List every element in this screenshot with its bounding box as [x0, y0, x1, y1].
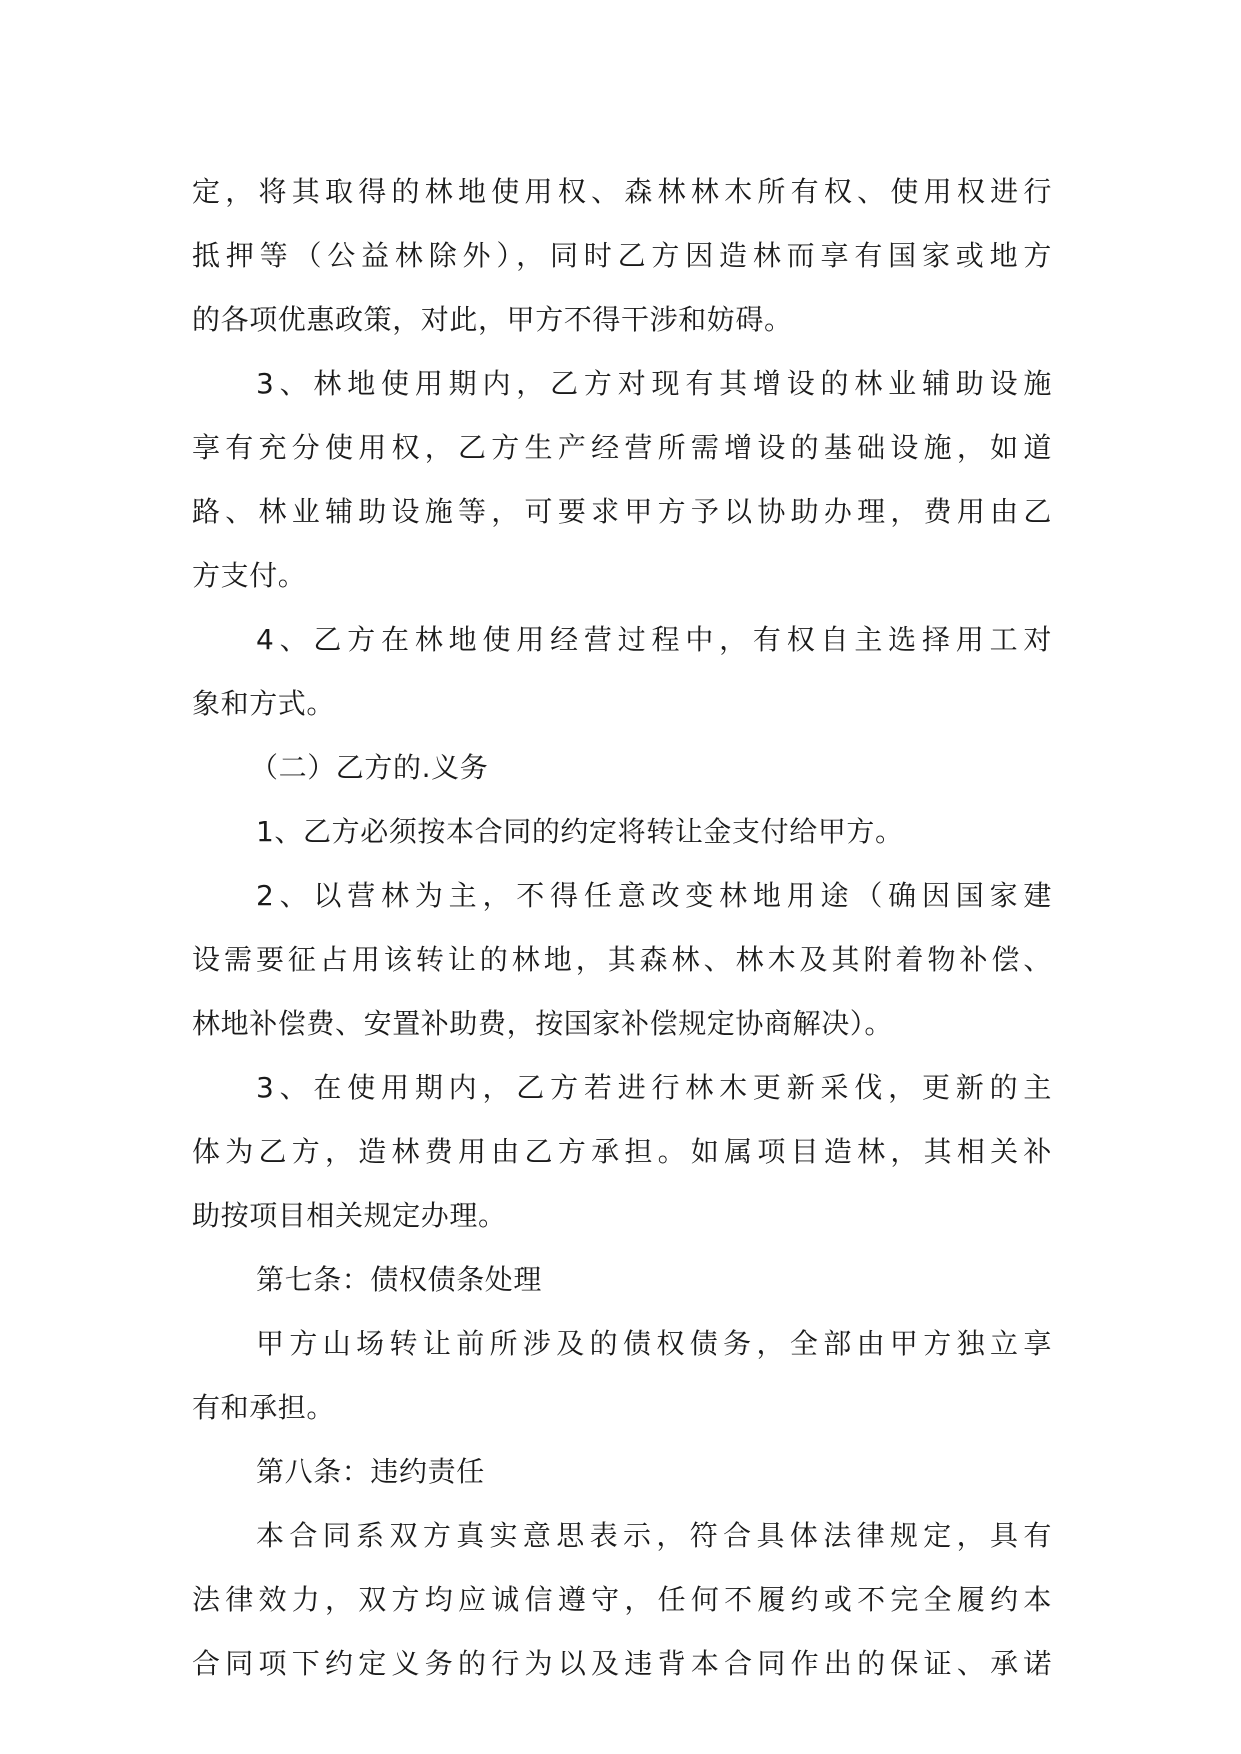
document-body [192, 160, 1052, 1696]
paragraph-line: 法律效力，双方均应诚信遵守，任何不履约或不完全履约本 [192, 1583, 1052, 1616]
section-heading: （二）乙方的.义务 [250, 751, 489, 784]
article-8-heading: 第八条：违约责任 [256, 1455, 485, 1488]
paragraph-line: 林地补偿费、安置补助费，按国家补偿规定协商解决）。 [192, 1007, 894, 1040]
paragraph-line: 甲方山场转让前所涉及的债权债务，全部由甲方独立享 [256, 1327, 1052, 1360]
paragraph-line: 本合同系双方真实意思表示，符合具体法律规定，具有 [256, 1519, 1052, 1552]
paragraph-line: 有和承担。 [192, 1391, 336, 1424]
clause-2-line: 2、以营林为主，不得任意改变林地用途（确因国家建 [256, 879, 1052, 912]
paragraph-line: 助按项目相关规定办理。 [192, 1199, 507, 1232]
clause-4-line: 4、乙方在林地使用经营过程中，有权自主选择用工对 [256, 623, 1052, 656]
paragraph-line: 抵押等（公益林除外），同时乙方因造林而享有国家或地方 [192, 239, 1052, 272]
paragraph-line: 享有充分使用权，乙方生产经营所需增设的基础设施，如道 [192, 431, 1052, 464]
paragraph-line: 象和方式。 [192, 687, 336, 720]
paragraph-line: 设需要征占用该转让的林地，其森林、林木及其附着物补偿、 [192, 943, 1052, 976]
article-7-heading: 第七条：债权债条处理 [256, 1263, 543, 1296]
paragraph-line: 的各项优惠政策，对此，甲方不得干涉和妨碍。 [192, 303, 793, 336]
clause-1-line: 1、乙方必须按本合同的约定将转让金支付给甲方。 [256, 815, 904, 848]
paragraph-line: 路、林业辅助设施等，可要求甲方予以协助办理，费用由乙 [192, 495, 1052, 528]
paragraph-line: 方支付。 [192, 559, 307, 592]
paragraph-line: 体为乙方，造林费用由乙方承担。如属项目造林，其相关补 [192, 1135, 1052, 1168]
paragraph-line: 合同项下约定义务的行为以及违背本合同作出的保证、承诺 [192, 1647, 1052, 1680]
paragraph-line: 定，将其取得的林地使用权、森林林木所有权、使用权进行 [192, 175, 1052, 208]
clause-3-line: 3、林地使用期内，乙方对现有其增设的林业辅助设施 [256, 367, 1052, 400]
clause-3-line: 3、在使用期内，乙方若进行林木更新采伐，更新的主 [256, 1071, 1052, 1104]
